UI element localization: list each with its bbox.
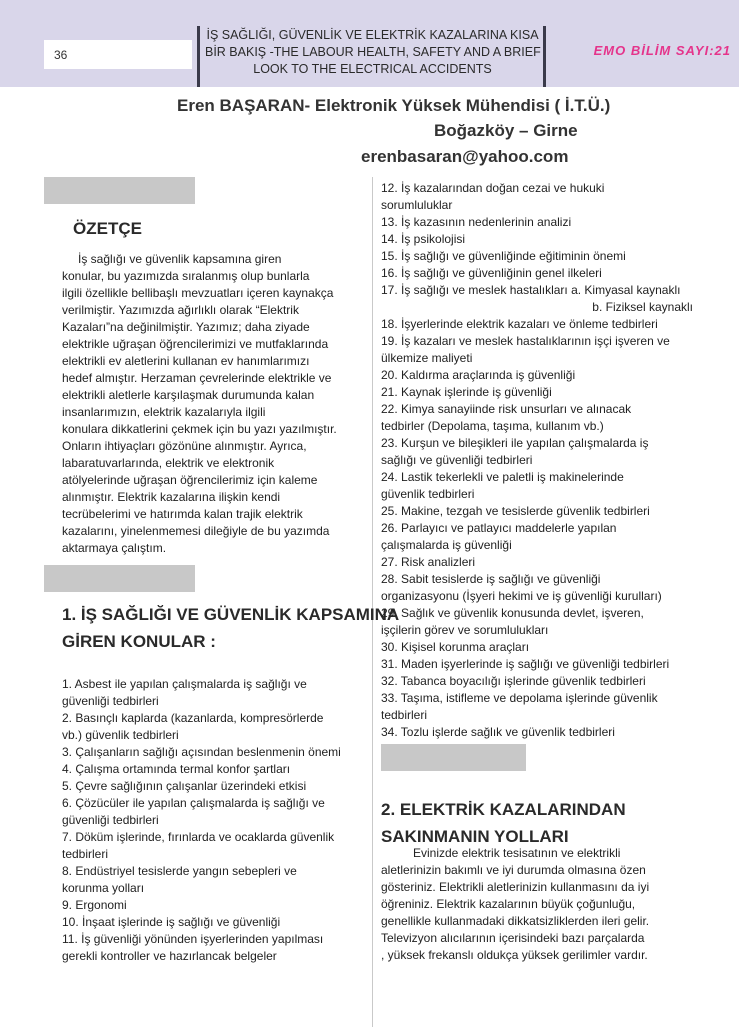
text-line: aletlerinizin bakımlı ve iyi durumda olmasına özen [381, 863, 646, 877]
section-bar [381, 744, 526, 771]
text-line: genellikle kullanmadaki dikkatsizliklerden ileri gelir. [381, 914, 650, 928]
list-item: 5. Çevre sağlığının çalışanlar üzerindeki etkisi [62, 779, 307, 793]
text-line: atölyelerinde uğraşan öğrencilerimiz için kaleme [62, 473, 318, 487]
abstract-heading: ÖZETÇE [73, 219, 142, 238]
article-title [205, 27, 540, 78]
list-item: 23. Kurşun ve bileşikleri ile yapılan çalışmalarda iş [381, 436, 649, 450]
list-item: 32. Tabanca boyacılığı işlerinde güvenlik tedbirleri [381, 674, 646, 688]
list-item: 24. Lastik tekerlekli ve paletli iş makinelerinde [381, 470, 624, 484]
text-line: insanlarımızın, elektrik kazalarıyla ilgili [62, 405, 266, 419]
list-item: güvenlik tedbirleri [381, 487, 475, 501]
list-item: 4. Çalışma ortamında termal konfor şartları [62, 762, 291, 776]
list-item: güvenliği tedbirleri [62, 694, 159, 708]
text-line: elektrikli aletlerle karşılaşmak durumunda kalan [62, 388, 315, 402]
text-line: İş sağlığı ve güvenlik kapsamına giren [78, 252, 282, 266]
list-item: 21. Kaynak işlerinde iş güvenliği [381, 385, 552, 399]
list-item: organizasyonu (İşyeri hekimi ve iş güvenliği kurulları) [381, 589, 662, 603]
list-item: 2. Basınçlı kaplarda (kazanlarda, kompresörlerde [62, 711, 324, 725]
list-item: 7. Döküm işlerinde, fırınlarda ve ocaklarda güvenlik [62, 830, 335, 844]
text-line: konular, bu yazımızda sıralanmış olup bunlarla [62, 269, 310, 283]
list-item: 31. Maden işyerlerinde iş sağlığı ve güvenliği tedbirleri [381, 657, 670, 671]
list-item: 6. Çözücüler ile yapılan çalışmalarda iş sağlığı ve [62, 796, 325, 810]
article-title-line: BİR BAKIŞ -THE LABOUR HEALTH, SAFETY AND A BRIEF [205, 45, 541, 59]
list-item: tedbirleri [381, 708, 428, 722]
list-item: 9. Ergonomi [62, 898, 127, 912]
list-item: gerekli kontroller ve hazırlancak belgeler [62, 949, 277, 963]
list-item: sorumluluklar [381, 198, 453, 212]
list-item: korunma yolları [62, 881, 145, 895]
list-item: 27. Risk analizleri [381, 555, 476, 569]
section2-heading [381, 796, 626, 850]
list-item: 8. Endüstriyel tesislerde yangın sebepleri ve [62, 864, 297, 878]
list-item: 29. Sağlık ve güvenlik konusunda devlet, işveren, [381, 606, 644, 620]
abstract-text [62, 251, 362, 557]
section1-heading [62, 601, 399, 655]
page-number-box [44, 40, 192, 69]
header-divider-left [197, 26, 200, 87]
text-line: tecrübelerimi ve hatırımda kalan trajik elektrik [62, 507, 303, 521]
list-item: 1. Asbest ile yapılan çalışmalarda iş sağlığı ve [62, 677, 307, 691]
list-item: işçilerin görev ve sorumlulukları [381, 623, 549, 637]
list-item: 11. İş güvenliği yönünden işyerlerinden yapılması [62, 932, 324, 946]
author-email: erenbasaran@yahoo.com [361, 147, 569, 166]
list-item: 3. Çalışanların sağlığı açısından beslenmenin önemi [62, 745, 341, 759]
list-item: 28. Sabit tesislerde iş sağlığı ve güvenliği [381, 572, 601, 586]
text-line: konulara dikkatlerini çekmek için bu yazı yazılmıştır. [62, 422, 337, 436]
list-item: 26. Parlayıcı ve patlayıcı maddelerle yapılan [381, 521, 617, 535]
text-line: aktarmaya çalıştım. [62, 541, 167, 555]
list-item: 16. İş sağlığı ve güvenliğinin genel ilkeleri [381, 266, 602, 280]
text-line: gösteriniz. Elektrikli aletlerinizin kullanmasını da iyi [381, 880, 650, 894]
list-item: çalışmalarda iş güvenliği [381, 538, 512, 552]
text-line: ilgili özellikle bellibaşlı mevzuatları içeren kaynakça [62, 286, 334, 300]
list-item: güvenliği tedbirleri [62, 813, 159, 827]
page-header [0, 0, 739, 87]
text-line: elektrikli ev aletlerini kullanan ev hanımlarımızı [62, 354, 310, 368]
author-name: Eren BAŞARAN- Elektronik Yüksek Mühendisi ( İ.T.Ü.) [177, 96, 611, 115]
heading-line: GİREN KONULAR : [62, 632, 216, 651]
topics-list-left [62, 676, 364, 965]
list-item: 14. İş psikolojisi [381, 232, 466, 246]
text-line: alınmıştır. Elektrik kazalarına ilişkin kendi [62, 490, 281, 504]
text-line: hedef almıştır. Herzaman çevrelerinde elektrikle ve [62, 371, 332, 385]
text-line: öğreniniz. Elektrik kazalarının büyük çoğunluğu, [381, 897, 636, 911]
text-line: Kazaları”na değinilmiştir. Yazımız; daha ziyade [62, 320, 310, 334]
heading-line: 2. ELEKTRİK KAZALARINDAN [381, 800, 626, 819]
text-line: kazalarını, yinelenmemesi dileğiyle de bu yazımda [62, 524, 330, 538]
topics-list-right [381, 180, 701, 741]
list-item: 19. İş kazaları ve meslek hastalıklarının işçi işveren ve [381, 334, 670, 348]
list-item: vb.) güvenlik tedbirleri [62, 728, 179, 742]
section-bar [44, 565, 195, 592]
header-divider-right [543, 26, 546, 87]
list-item: 33. Taşıma, istifleme ve depolama işlerinde güvenlik [381, 691, 658, 705]
list-item: 18. İşyerlerinde elektrik kazaları ve önleme tedbirleri [381, 317, 658, 331]
list-item: ülkemize maliyeti [381, 351, 473, 365]
list-item: sağlığı ve güvenliği tedbirleri [381, 453, 533, 467]
list-item: 25. Makine, tezgah ve tesislerde güvenlik tedbirleri [381, 504, 650, 518]
journal-name: EMO BİLİM SAYI:21 [593, 43, 731, 58]
article-title-line: LOOK TO THE ELECTRICAL ACCIDENTS [253, 62, 492, 76]
heading-line: 1. İŞ SAĞLIĞI VE GÜVENLİK KAPSAMINA [62, 605, 400, 624]
text-line: Evinizde elektrik tesisatının ve elektrikli [413, 846, 621, 860]
text-line: elektrikle uğraşan öğrencilerimizi ve mutfaklarında [62, 337, 329, 351]
list-item: 22. Kimya sanayiinde risk unsurları ve alınacak [381, 402, 632, 416]
list-item: tedbirler (Depolama, taşıma, kullanım vb.) [381, 419, 604, 433]
list-item: 30. Kişisel korunma araçları [381, 640, 530, 654]
list-item: 20. Kaldırma araçlarında iş güvenliği [381, 368, 576, 382]
author-location: Boğazköy – Girne [434, 121, 578, 140]
list-item: b. Fiziksel kaynaklı [592, 300, 693, 314]
article-title-line: İŞ SAĞLIĞI, GÜVENLİK VE ELEKTRİK KAZALARINA KISA [206, 28, 539, 42]
list-item: 13. İş kazasının nedenlerinin analizi [381, 215, 572, 229]
text-line: Televizyon alıcılarının içerisindeki bazı parçalarda [381, 931, 645, 945]
list-item: tedbirleri [62, 847, 109, 861]
section2-text [381, 845, 701, 964]
text-line: Onların ihtiyaçları gözönüne alınmıştır. Ayrıca, [62, 439, 307, 453]
list-item: 15. İş sağlığı ve güvenliğinde eğitiminin önemi [381, 249, 626, 263]
list-item: 34. Tozlu işlerde sağlık ve güvenlik tedbirleri [381, 725, 615, 739]
text-line: verilmiştir. Yazımızda ağırlıklı olarak “Elektrik [62, 303, 299, 317]
list-item: 17. İş sağlığı ve meslek hastalıkları a. Kimyasal kaynaklı [381, 283, 681, 297]
text-line: , yüksek frekanslı oldukça yüksek gerilimler vardır. [381, 948, 648, 962]
list-item: 10. İnşaat işlerinde iş sağlığı ve güvenliği [62, 915, 281, 929]
text-line: labaratuvarlarında, elektrik ve elektronik [62, 456, 275, 470]
list-item: 12. İş kazalarından doğan cezai ve hukuki [381, 181, 605, 195]
heading-line: SAKINMANIN YOLLARI [381, 827, 569, 846]
section-bar [44, 177, 195, 204]
page-number: 36 [54, 48, 68, 62]
